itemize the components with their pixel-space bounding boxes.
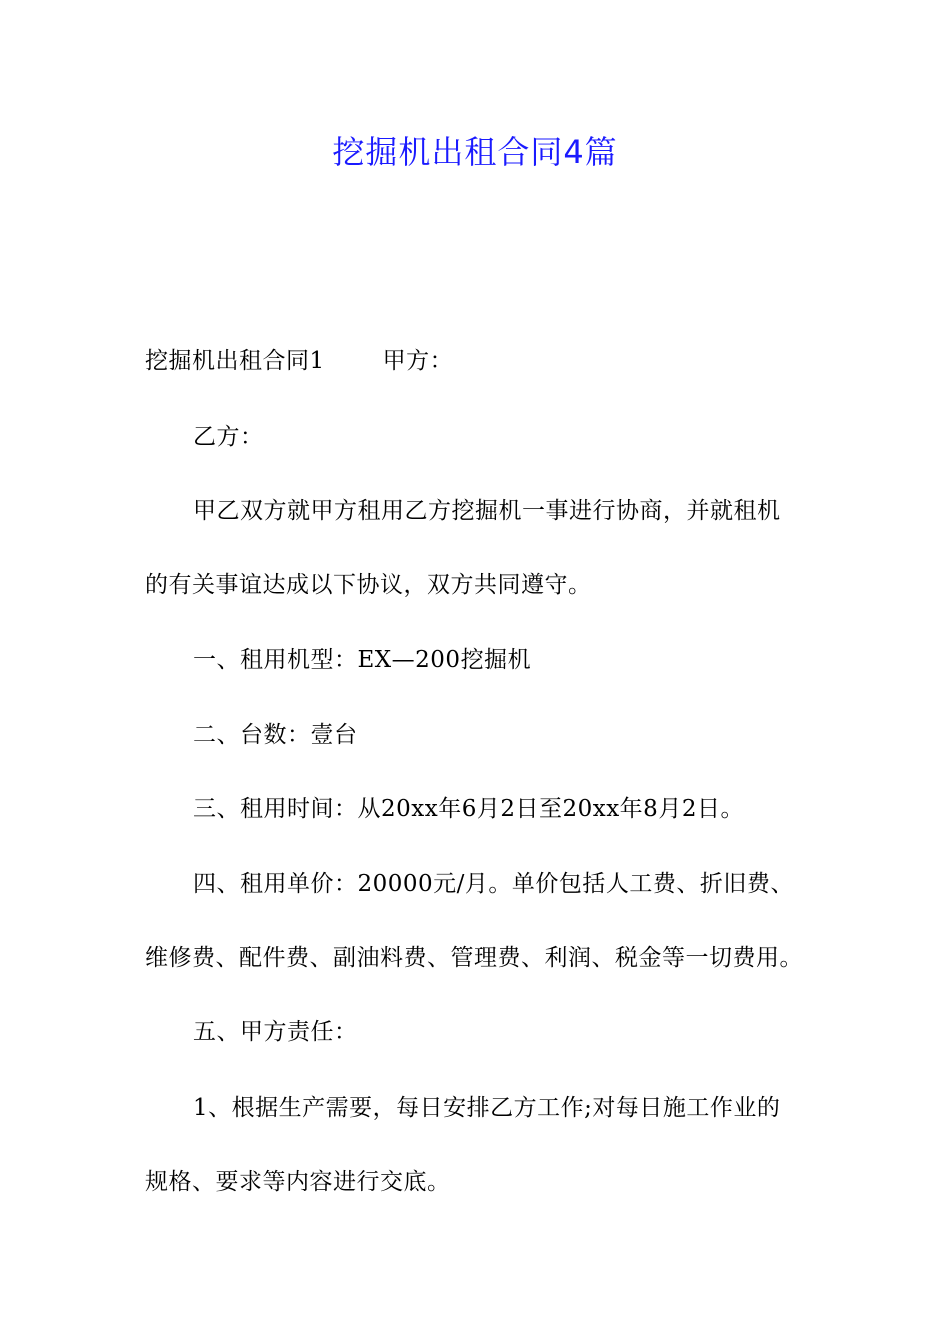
paragraph-line: 的有关事谊达成以下协议，双方共同遵守。 — [145, 572, 592, 598]
paragraph-line: 1、根据生产需要，每日安排乙方工作;对每日施工作业的 — [193, 1095, 781, 1121]
contract-heading-label: 挖掘机出租合同1 — [145, 348, 325, 374]
clause-party-a-duties: 五、甲方责任： — [193, 1019, 358, 1045]
paragraph-line: 维修费、配件费、副油料费、管理费、利润、税金等一切费用。 — [145, 945, 803, 971]
clause-rental-period: 三、租用时间：从20xx年6月2日至20xx年8月2日。 — [193, 796, 744, 822]
party-b-label: 乙方： — [193, 424, 264, 450]
document-title: 挖掘机出租合同4篇 — [332, 133, 618, 171]
paragraph-line: 规格、要求等内容进行交底。 — [145, 1169, 451, 1195]
clause-quantity: 二、台数：壹台 — [193, 722, 358, 748]
clause-machine-model: 一、租用机型：EX—200挖掘机 — [193, 647, 532, 673]
party-a-label: 甲方： — [382, 348, 454, 374]
paragraph-line: 甲乙双方就甲方租用乙方挖掘机一事进行协商，并就租机 — [193, 498, 781, 524]
contract-heading-line — [145, 344, 453, 378]
clause-unit-price: 四、租用单价：20000元/月。单价包括人工费、折旧费、 — [193, 871, 794, 897]
